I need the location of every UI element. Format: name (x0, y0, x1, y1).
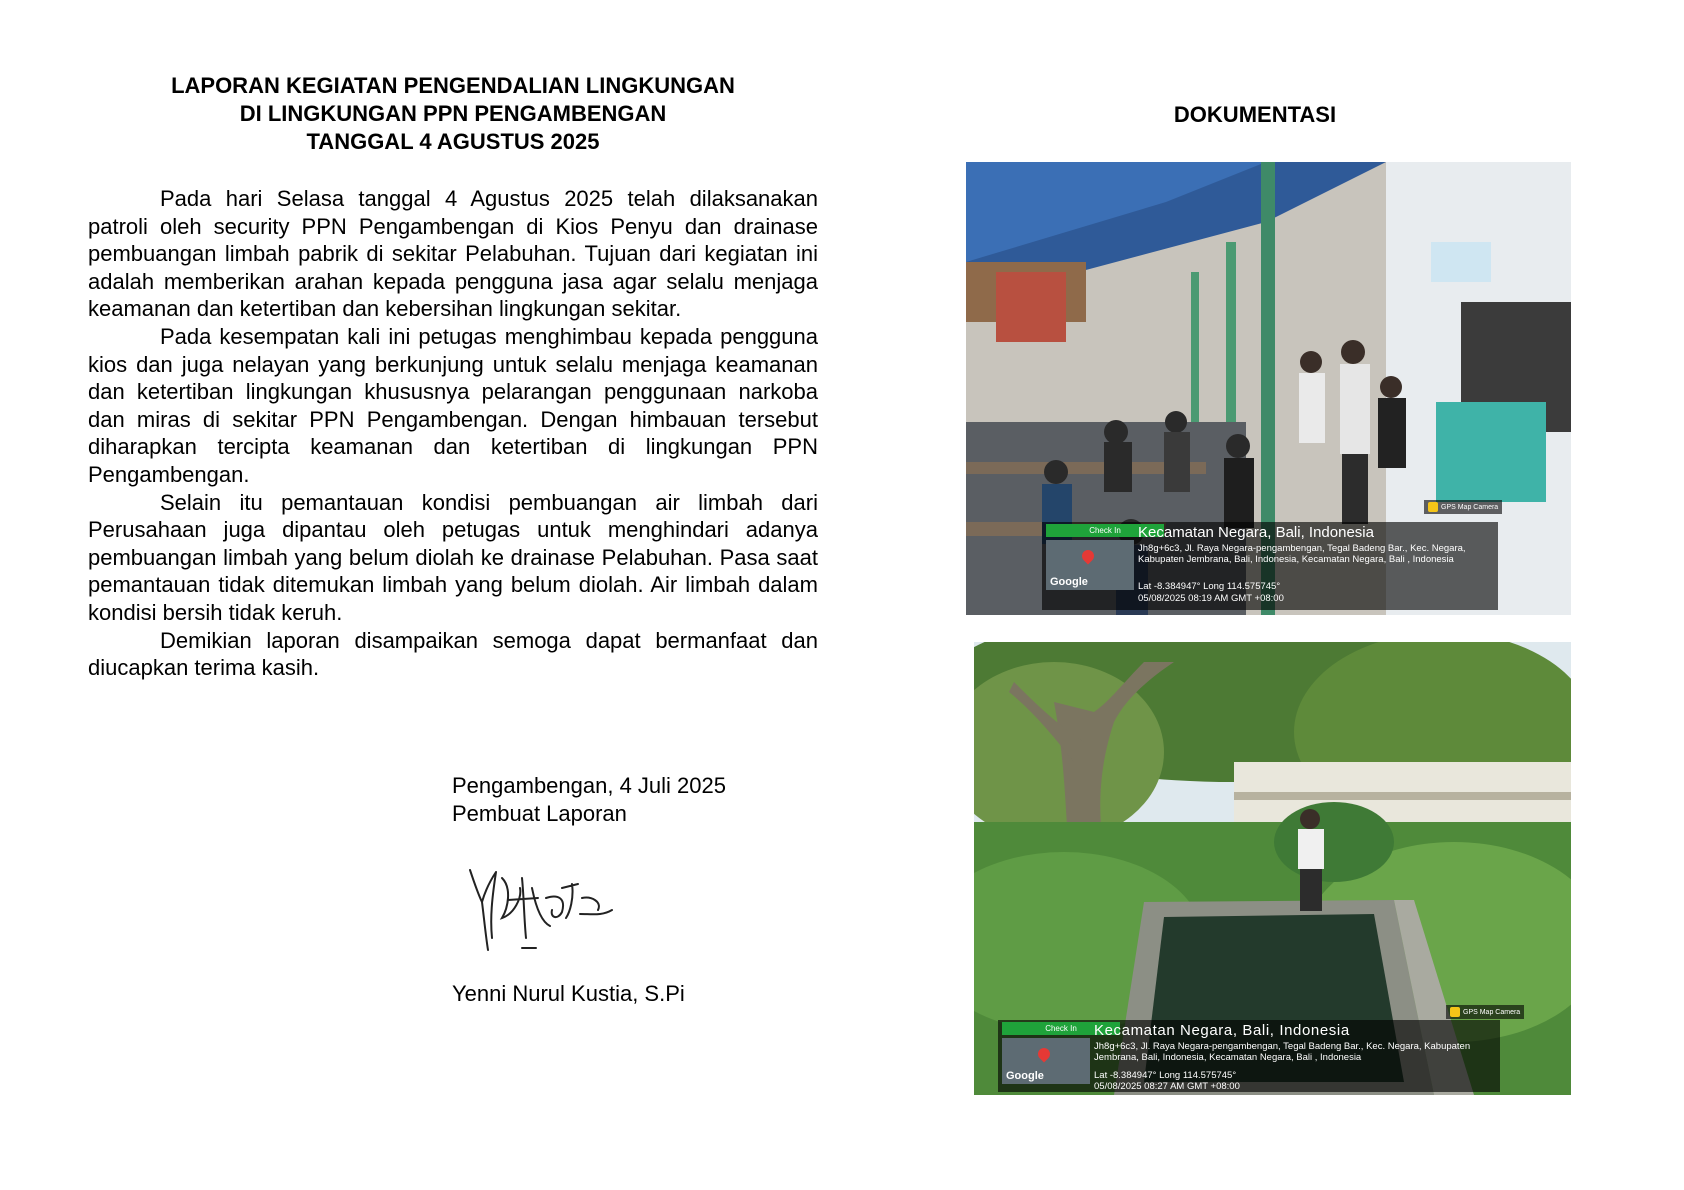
paragraph: Pada kesempatan kali ini petugas menghimbau kepada pengguna kios dan juga nelayan yang berkunjung untuk selalu menjaga keamanan dan ketertiban lingkungan khususnya pelarangan penggunaan narkoba dan miras di sekitar PPN Pengambengan. Dengan himbauan tersebut diharapkan tercipta keamanan dan ketertiban di lingkungan PPN Pengambengan. (88, 323, 818, 487)
report-body (88, 185, 818, 682)
signer-name: Yenni Nurul Kustia, S.Pi (452, 981, 685, 1006)
google-logo: Google (1006, 1070, 1044, 1082)
gps-camera-icon (1450, 1007, 1460, 1017)
location-address: Jh8g+6c3, Jl. Raya Negara-pengambengan, Tegal Badeng Bar., Kec. Negara, Kabupaten Jembrana, Bali, Indonesia, Kecamatan Negara, Bali , Indonesia (1138, 543, 1466, 565)
mini-map (1046, 540, 1134, 590)
paragraph: Selain itu pemantauan kondisi pembuangan air limbah dari Perusahaan juga dipantau oleh petugas untuk menghindari adanya pembuangan limbah yang belum diolah ke drainase Pelabuhan. Pasa saat pemantauan tidak ditemukan limbah yang belum diolah. Air limbah dalam kondisi bersih tidak keruh. (88, 489, 818, 625)
handwritten-signature (462, 858, 622, 958)
photo-timestamp: 05/08/2025 08:19 AM GMT +08:00 (1138, 593, 1284, 604)
report-title-line-1: LAPORAN KEGIATAN PENGENDALIAN LINGKUNGAN (171, 73, 735, 98)
paragraph: Demikian laporan disampaikan semoga dapat bermanfaat dan diucapkan terima kasih. (88, 627, 818, 681)
location-name: Kecamatan Negara, Bali, Indonesia (1138, 524, 1374, 541)
checkin-label: Check In (1002, 1022, 1120, 1035)
map-pin-icon (1036, 1046, 1053, 1063)
location-address: Jh8g+6c3, Jl. Raya Negara-pengambengan, Tegal Badeng Bar., Kec. Negara, Kabupaten Jembrana, Bali, Indonesia, Kecamatan Negara, Bali , Indonesia (1094, 1041, 1471, 1063)
photo-timestamp: 05/08/2025 08:27 AM GMT +08:00 (1094, 1081, 1240, 1092)
geotag-overlay (1042, 522, 1498, 610)
gps-map-camera-badge: GPS Map Camera (1446, 1005, 1524, 1019)
gps-camera-icon (1428, 502, 1438, 512)
coordinates: Lat -8.384947° Long 114.575745° (1094, 1070, 1237, 1081)
report-title-line-3: TANGGAL 4 AGUSTUS 2025 (306, 129, 600, 154)
mini-map (1002, 1038, 1090, 1084)
signer-role: Pembuat Laporan (452, 801, 627, 826)
documentation-title: DOKUMENTASI (1173, 102, 1337, 127)
place-date: Pengambengan, 4 Juli 2025 (452, 773, 726, 798)
location-name: Kecamatan Negara, Bali, Indonesia (1094, 1022, 1350, 1039)
report-title-line-2: DI LINGKUNGAN PPN PENGAMBENGAN (239, 101, 667, 126)
photo-drainage (974, 642, 1571, 1095)
paragraph: Pada hari Selasa tanggal 4 Agustus 2025 telah dilaksanakan patroli oleh security PPN Pengambengan di Kios Penyu dan drainase pembuangan limbah pabrik di sekitar Pelabuhan. Tujuan dari kegiatan ini adalah memberikan arahan kepada pengguna jasa agar selalu menjaga keamanan dan ketertiban dan kebersihan lingkungan sekitar. (88, 186, 818, 322)
geotag-overlay (998, 1020, 1500, 1092)
checkin-label: Check In (1046, 524, 1164, 537)
google-logo: Google (1050, 576, 1088, 588)
coordinates: Lat -8.384947° Long 114.575745° (1138, 581, 1281, 592)
signature-block (452, 772, 726, 828)
photo-kiosk (966, 162, 1571, 615)
gps-map-camera-badge: GPS Map Camera (1424, 500, 1502, 514)
map-pin-icon (1080, 548, 1097, 565)
report-title (88, 72, 818, 156)
